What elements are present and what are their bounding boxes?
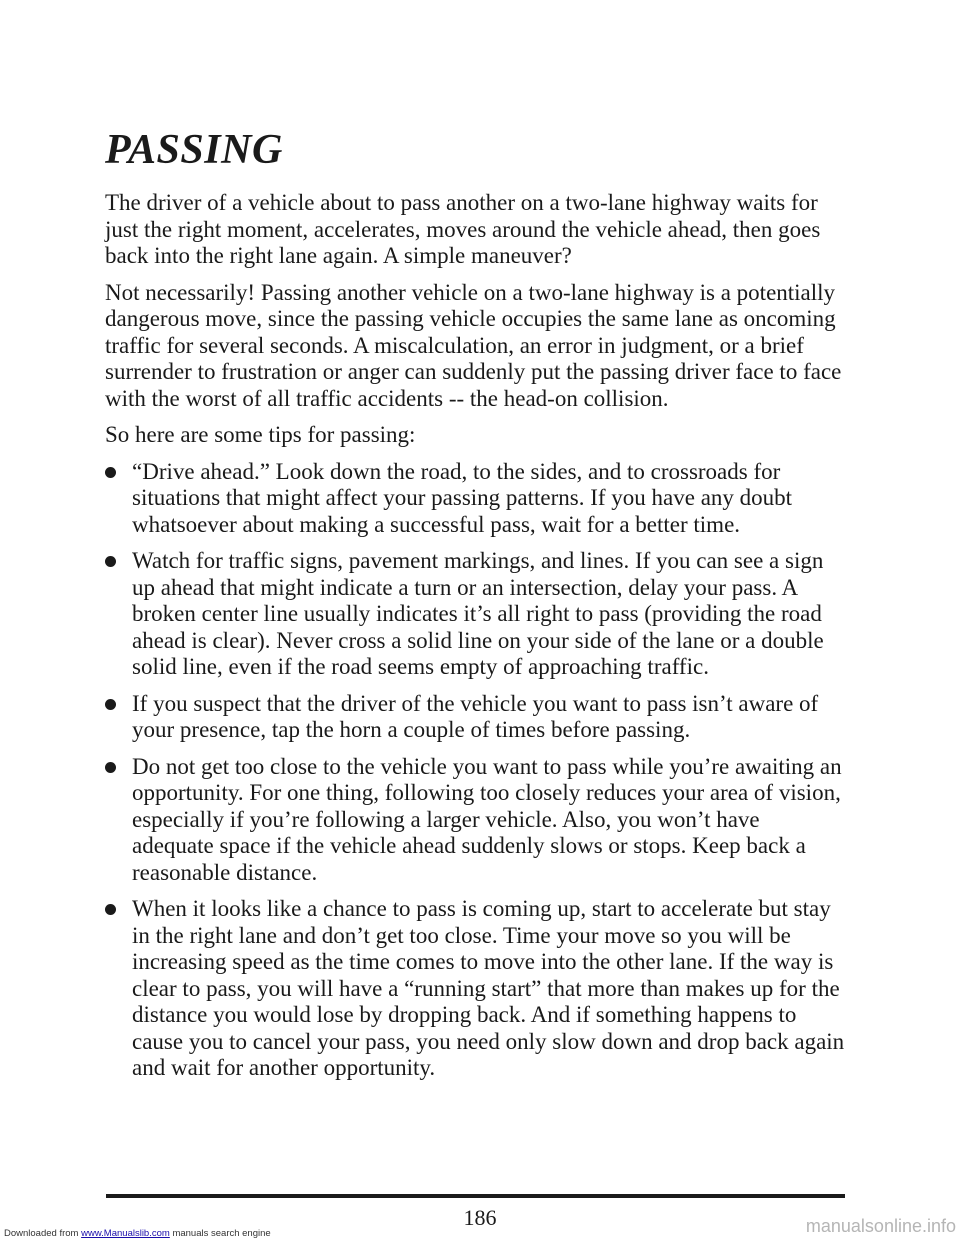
- tip-item: [105, 548, 845, 681]
- tips-list: [105, 459, 845, 1082]
- bullet-icon: [105, 556, 116, 567]
- tip-text: Watch for traffic signs, pavement markings, and lines. If you can see a sign up ahead that might indicate a turn or an intersection, delay your pass. A broken center line usually indicates it’s all right to pass (providing the road ahead is clear). Never cross a solid line on your side of the lane or a double solid line, even if the road seems empty of approaching traffic.: [132, 548, 824, 679]
- bullet-icon: [105, 467, 116, 478]
- bullet-icon: [105, 904, 116, 915]
- site-watermark: manualsonline.info: [805, 1216, 956, 1236]
- tips-intro-paragraph: So here are some tips for passing:: [105, 422, 416, 447]
- body-content: [105, 190, 845, 1092]
- warning-paragraph: Not necessarily! Passing another vehicle on a two-lane highway is a potentially dangerous move, since the passing vehicle occupies the same lane as oncoming traffic for several seconds. A miscalculation, an error in judgment, or a brief surrender to frustration or anger can suddenly put the passing driver face to face with the worst of all traffic accidents -- the head-on collision.: [105, 279, 842, 411]
- section-heading: PASSING: [105, 127, 283, 173]
- tip-item: [105, 459, 845, 539]
- tip-text: Do not get too close to the vehicle you want to pass while you’re awaiting an opportunity. For one thing, following too closely reduces your area of vision, especially if you’re following a larger vehicle. Also, you won’t have adequate space if the vehicle ahead suddenly slows or stops. Keep back a reasonable distance.: [132, 753, 842, 885]
- manualslib-link[interactable]: www.Manualslib.com: [81, 1228, 170, 1239]
- tip-text: “Drive ahead.” Look down the road, to the sides, and to crossroads for situations that might affect your passing patterns. If you have any doubt whatsoever about making a successful pass, wait for a better time.: [132, 458, 793, 537]
- watermark-suffix: manuals search engine: [169, 1228, 271, 1239]
- tip-item: [105, 691, 845, 744]
- intro-paragraph: The driver of a vehicle about to pass another on a two-lane highway waits for just the right moment, accelerates, moves around the vehicle ahead, then goes back into the right lane again. A simple maneuver?: [105, 190, 821, 268]
- tip-text: When it looks like a chance to pass is coming up, start to accelerate but stay in the right lane and don’t get too close. Time your move so you will be increasing speed as the time comes to move into the other lane. If the way is clear to pass, you will have a “running start” that more than makes up for the distance you would lose by dropping back. And if something happens to cause you to cancel your pass, you need only slow down and drop back again and wait for another opportunity.: [132, 896, 845, 1080]
- tip-text: If you suspect that the driver of the vehicle you want to pass isn’t aware of your presence, tap the horn a couple of times before passing.: [132, 690, 819, 742]
- watermark-prefix: Downloaded from: [4, 1228, 82, 1239]
- bullet-icon: [105, 762, 116, 773]
- bullet-icon: [105, 699, 116, 710]
- footer-rule: [106, 1194, 845, 1198]
- download-watermark: [4, 1228, 271, 1239]
- tip-item: [105, 896, 845, 1082]
- tip-item: [105, 754, 845, 887]
- page-number: 186: [463, 1205, 497, 1230]
